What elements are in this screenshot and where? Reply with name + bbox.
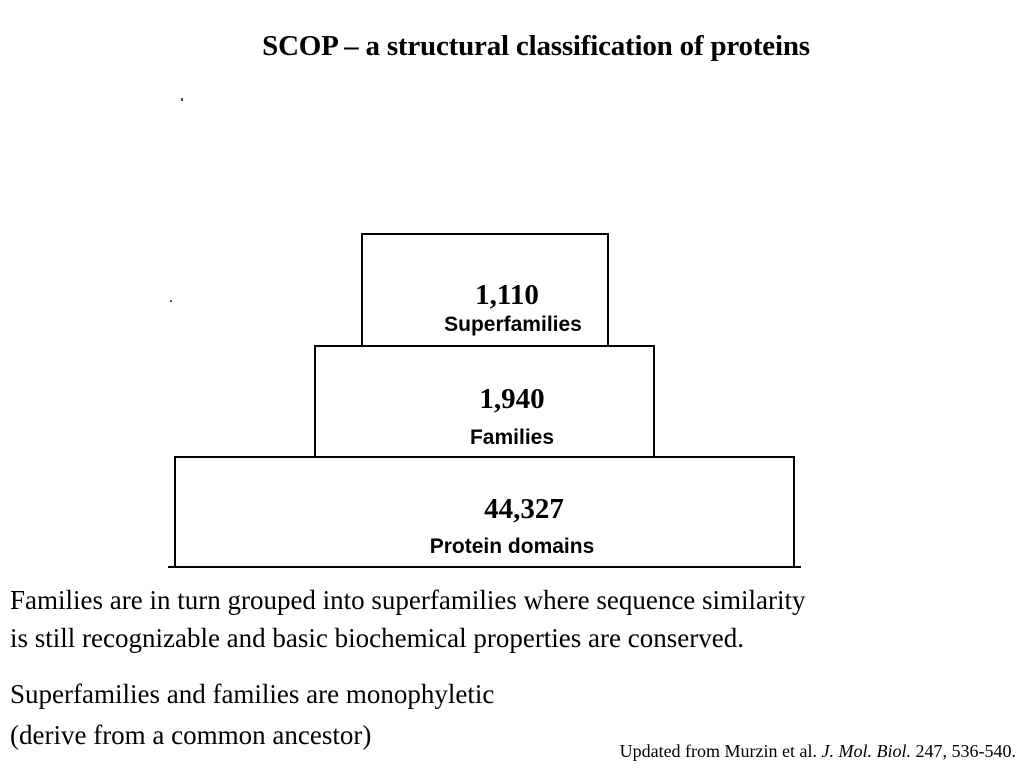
citation-prefix: Updated from Murzin et al.: [619, 741, 822, 761]
citation-suffix: 247, 536-540.: [911, 741, 1016, 761]
citation-journal: J. Mol. Biol.: [821, 741, 911, 761]
scan-speck: [170, 300, 172, 302]
citation: [620, 741, 1016, 762]
families-label: Families: [469, 426, 555, 449]
scan-speck: [181, 98, 183, 101]
protein-domains-count: 44,327: [484, 493, 564, 525]
superfamilies-count: 1,110: [475, 279, 539, 311]
paragraph-1-line-2: is still recognizable and basic biochemical properties are conserved.: [10, 623, 744, 653]
paragraph-2-line-1: Superfamilies and families are monophyletic: [10, 679, 495, 709]
pyramid-baseline: [168, 566, 801, 568]
protein-domains-label: Protein domains: [429, 535, 595, 558]
slide-title: SCOP – a structural classification of proteins: [262, 30, 810, 62]
families-count: 1,940: [479, 383, 545, 415]
paragraph-1-line-1: Families are in turn grouped into superfamilies where sequence similarity: [10, 585, 806, 615]
superfamilies-label: Superfamilies: [444, 313, 582, 336]
paragraph-2-line-2: (derive from a common ancestor): [10, 720, 372, 750]
